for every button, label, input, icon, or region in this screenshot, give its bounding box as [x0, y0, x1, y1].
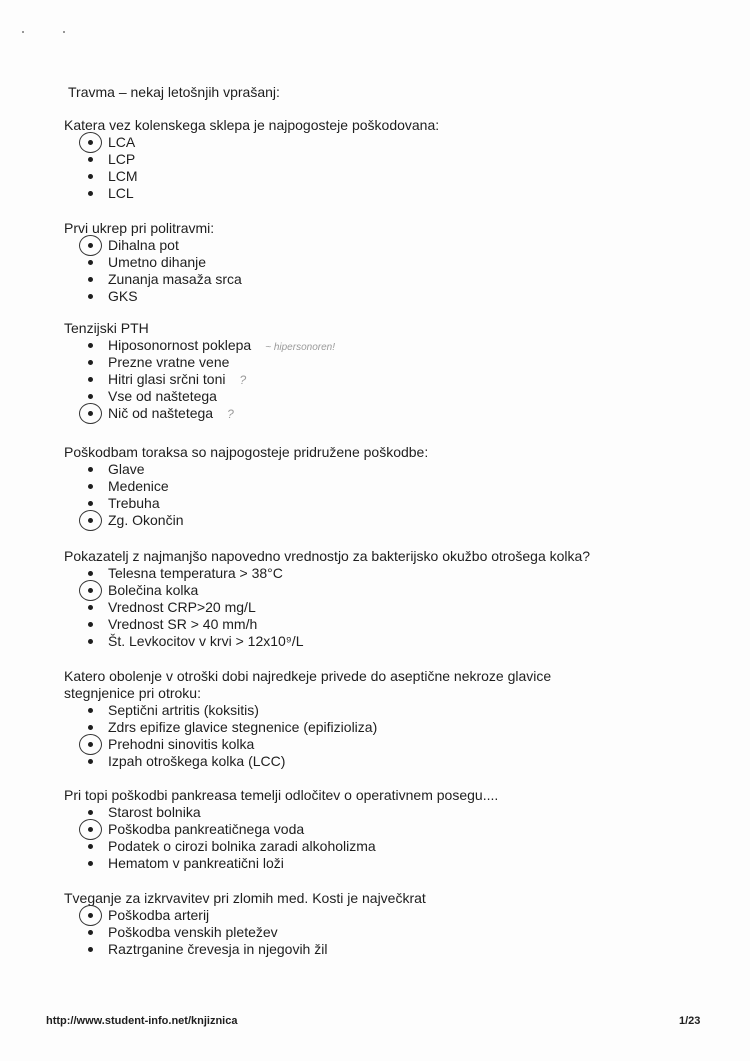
- answer-line: [108, 354, 229, 371]
- bullet-icon: [88, 377, 93, 382]
- answer-text: Izpah otroškega kolka (LCC): [108, 753, 286, 769]
- answer-text: Prehodni sinovitis kolka: [108, 736, 255, 752]
- document-title: Travma – nekaj letošnjih vprašanj:: [68, 84, 280, 100]
- answer-option: [68, 512, 428, 529]
- question-text: Poškodbam toraksa so najpogosteje pridružene poškodbe:: [64, 444, 429, 460]
- answer-line: [108, 804, 201, 821]
- bullet-icon: [88, 191, 93, 196]
- answer-line: [108, 599, 256, 616]
- bullet-icon: [88, 947, 93, 952]
- answer-line: [108, 495, 160, 512]
- question-text: Pri topi poškodbi pankreasa temelji odločitev o operativnem posegu....: [64, 787, 499, 803]
- question-text: Katero obolenje v otroški dobi najredkeje privede do aseptične nekroze glavice: [64, 668, 552, 684]
- answer-text: LCA: [108, 134, 136, 150]
- answer-text: Vrednost SR > 40 mm/h: [108, 616, 258, 632]
- answer-option: [68, 478, 428, 495]
- answer-option: [68, 405, 234, 422]
- footer-url[interactable]: http://www.student-info.net/knjiznica: [46, 1015, 238, 1027]
- bullet-icon: [88, 277, 93, 282]
- answer-line: [108, 185, 134, 202]
- answer-line: [108, 616, 257, 633]
- answer-option: [68, 599, 590, 616]
- answer-option: [68, 941, 426, 958]
- answer-text: Hitri glasi srčni toni: [108, 371, 226, 387]
- answer-option: [68, 924, 426, 941]
- answer-line: [108, 907, 209, 924]
- question-text: Pokazatelj z najmanjšo napovedno vrednostjo za bakterijsko okužbo otrošega kolka?: [64, 548, 591, 564]
- answer-line: [108, 134, 135, 151]
- question-block: [64, 787, 499, 872]
- answer-option: [68, 719, 551, 736]
- circled-answer-mark-icon: [79, 403, 102, 424]
- answer-line: [108, 855, 284, 872]
- answer-option: [68, 565, 590, 582]
- answer-line: [108, 371, 246, 389]
- answer-line: [108, 151, 135, 168]
- bullet-icon: [88, 759, 93, 764]
- bullet-icon: [88, 605, 93, 610]
- answer-option: [68, 633, 590, 650]
- answer-option: [68, 736, 551, 753]
- answer-option: [68, 855, 498, 872]
- question-block: [64, 890, 426, 958]
- answer-text: Nič od naštetega: [108, 405, 214, 421]
- bullet-icon: [88, 260, 93, 265]
- bullet-icon: [88, 501, 93, 506]
- answer-text: Št. Levkocitov v krvi > 12x10⁹/L: [108, 633, 304, 649]
- bullet-icon: [88, 157, 93, 162]
- answer-text: Zunanja masaža srca: [108, 271, 242, 287]
- answer-line: [108, 288, 138, 305]
- answer-line: [108, 924, 278, 941]
- answer-line: [108, 719, 377, 736]
- question-block: [64, 444, 429, 529]
- answer-option: [68, 185, 439, 202]
- bullet-icon: [88, 622, 93, 627]
- circled-answer-mark-icon: [79, 905, 102, 926]
- answer-option: [68, 388, 217, 405]
- answer-text: Hematom v pankreatični loži: [108, 855, 284, 871]
- answer-option: [68, 582, 590, 599]
- answer-option: [68, 151, 439, 168]
- bullet-icon: [88, 571, 93, 576]
- answer-option: [68, 804, 498, 821]
- question-block: [64, 320, 335, 422]
- answer-option: [68, 337, 335, 354]
- answer-text: Dihalna pot: [108, 237, 179, 253]
- answer-text: Zdrs epifize glavice stegnenice (epifizioliza): [108, 719, 378, 735]
- answer-line: [108, 941, 327, 958]
- answer-option: [68, 838, 498, 855]
- question-block: [64, 548, 591, 650]
- answer-line: [108, 478, 169, 495]
- circled-answer-mark-icon: [79, 580, 102, 601]
- question-block: [64, 220, 242, 305]
- answer-line: [108, 753, 285, 770]
- bullet-icon: [88, 174, 93, 179]
- answer-text: LCP: [108, 151, 136, 167]
- answer-text: LCM: [108, 168, 138, 184]
- bullet-icon: [88, 930, 93, 935]
- answer-option: [68, 753, 551, 770]
- answer-text: Trebuha: [108, 495, 160, 511]
- answer-option: [68, 495, 428, 512]
- answer-text: Bolečina kolka: [108, 582, 199, 598]
- bullet-icon: [88, 844, 93, 849]
- answer-text: Vrednost CRP>20 mg/L: [108, 599, 256, 615]
- answer-text: GKS: [108, 288, 138, 304]
- bullet-icon: [88, 861, 93, 866]
- answer-option: [68, 134, 439, 151]
- answer-text: Telesna temperatura > 38°C: [108, 565, 283, 581]
- circled-answer-mark-icon: [79, 819, 102, 840]
- answer-line: [108, 736, 254, 753]
- answer-line: [108, 512, 183, 529]
- question-text: Prvi ukrep pri politravmi:: [64, 220, 215, 236]
- answer-line: [108, 388, 217, 405]
- page-number: 1/23: [679, 1015, 701, 1027]
- bullet-icon: [88, 810, 93, 815]
- answer-option: [68, 702, 551, 719]
- bullet-icon: [88, 294, 93, 299]
- bullet-icon: [88, 484, 93, 489]
- answer-option: [68, 271, 242, 288]
- answer-text: Poškodba arterij: [108, 907, 210, 923]
- answer-text: Raztrganine črevesja in njegovih žil: [108, 941, 328, 957]
- bullet-icon: [88, 639, 93, 644]
- answer-text: Umetno dihanje: [108, 254, 207, 270]
- answer-line: [108, 702, 259, 719]
- answer-text: Hiposonornost poklepa: [108, 337, 252, 353]
- answer-text: Medenice: [108, 478, 169, 494]
- answer-option: [68, 821, 498, 838]
- answer-option: [68, 168, 439, 185]
- question-text: Tenzijski PTH: [64, 320, 149, 336]
- bullet-icon: [88, 343, 93, 348]
- answer-text: Poškodba venskih pletežev: [108, 924, 278, 940]
- answer-line: [108, 565, 283, 582]
- answer-option: [68, 371, 247, 388]
- answer-text: Poškodba pankreatičnega voda: [108, 821, 305, 837]
- answer-option: [68, 461, 428, 478]
- answer-line: [108, 821, 304, 838]
- handwritten-question-mark: ?: [239, 373, 247, 387]
- answer-text: Glave: [108, 461, 145, 477]
- answer-option: [68, 907, 426, 924]
- answer-line: [108, 271, 242, 288]
- bullet-icon: [88, 394, 93, 399]
- answer-line: [108, 254, 206, 271]
- question-block: [64, 668, 552, 770]
- answer-option: [68, 616, 590, 633]
- answer-line: [108, 633, 303, 650]
- circled-answer-mark-icon: [79, 132, 102, 153]
- circled-answer-mark-icon: [79, 734, 102, 755]
- answer-text: Vse od naštetega: [108, 388, 217, 404]
- question-block: [64, 117, 440, 202]
- answer-text: Starost bolnika: [108, 804, 201, 820]
- question-text: Tveganje za izkrvavitev pri zlomih med. Kosti je največkrat: [64, 890, 426, 906]
- answer-line: [108, 405, 234, 423]
- question-text: Katera vez kolenskega sklepa je najpogosteje poškodovana:: [64, 117, 440, 133]
- answer-text: Podatek o cirozi bolnika zaradi alkoholizma: [108, 838, 376, 854]
- answer-text: Zg. Okončin: [108, 512, 184, 528]
- answer-line: [108, 582, 198, 599]
- answer-text: Prezne vratne vene: [108, 354, 230, 370]
- answer-text: Septični artritis (koksitis): [108, 702, 259, 718]
- handwritten-note: ~ hipersonoren!: [265, 342, 335, 353]
- answer-line: [108, 838, 376, 855]
- circled-answer-mark-icon: [79, 510, 102, 531]
- circled-answer-mark-icon: [79, 235, 102, 256]
- answer-option: [68, 237, 214, 254]
- question-text: stegnjenice pri otroku:: [64, 685, 201, 701]
- answer-option: [68, 254, 214, 271]
- bullet-icon: [88, 467, 93, 472]
- answer-line: [108, 168, 138, 185]
- bullet-icon: [88, 708, 93, 713]
- answer-text: LCL: [108, 185, 134, 201]
- answer-line: [108, 461, 145, 478]
- answer-line: [108, 237, 179, 254]
- bullet-icon: [88, 360, 93, 365]
- handwritten-question-mark: ?: [227, 407, 234, 421]
- answer-option: [68, 288, 214, 305]
- answer-option: [68, 354, 230, 371]
- bullet-icon: [88, 725, 93, 730]
